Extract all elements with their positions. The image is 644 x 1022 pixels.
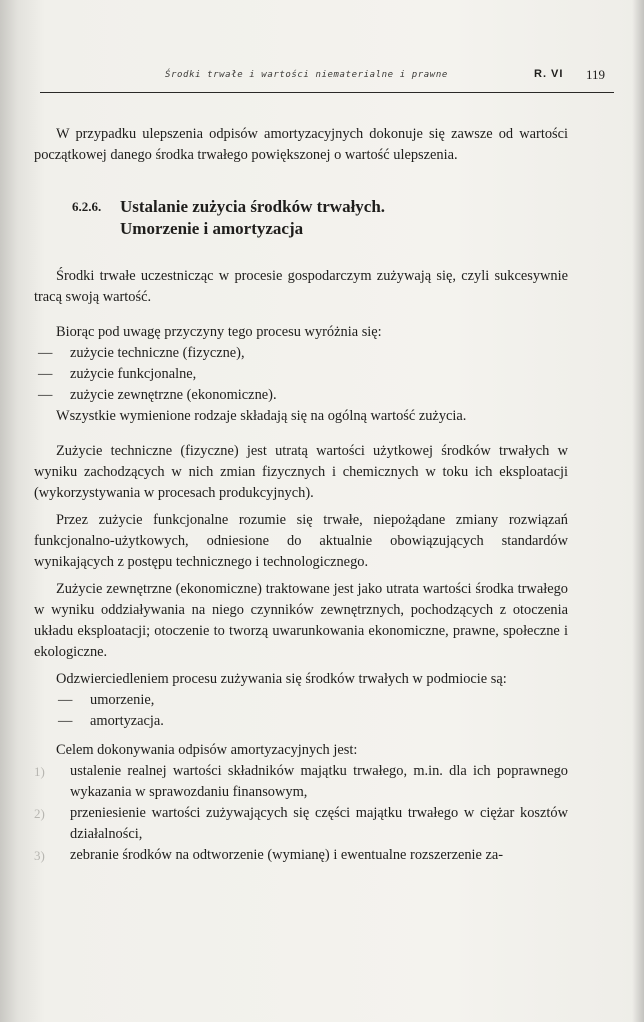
body-text — [34, 124, 568, 866]
page-number: 119 — [586, 67, 606, 82]
chapter-label: R. VI — [534, 68, 564, 80]
goals-list — [34, 761, 568, 866]
running-header — [40, 66, 614, 86]
section-heading — [72, 196, 568, 240]
list-marker: 1) — [34, 764, 45, 779]
paragraph-external-wear: Zużycie zewnętrzne (ekonomiczne) traktowane jest jako utrata wartości środka trwałego w wyniku oddziaływania na niego czynników zewnętrznych, pochodzących z otoczenia układu eksploatacji; otoczenie to tworzą uwarunkowania ekonomiczne, prawne, społeczne i ekologiczne. — [34, 581, 568, 660]
paragraph-depreciation-goals: Celem dokonywania odpisów amortyzacyjnych jest: — [56, 742, 358, 758]
list-item-text: przeniesienie wartości zużywających się części majątku trwałego w ciężar kosztów działalności, — [70, 805, 568, 842]
paragraph-wear-causes: Biorąc pod uwagę przyczyny tego procesu wyróżnia się: — [56, 324, 382, 340]
list-item — [34, 761, 568, 803]
spacer — [34, 314, 568, 322]
paragraph-total-wear: Wszystkie wymienione rodzaje składają się na ogólną wartość zużycia. — [56, 408, 467, 424]
reflections-list — [34, 690, 568, 732]
spacer — [34, 433, 568, 441]
list-item-text: zebranie środków na odtworzenie (wymianę) i ewentualne rozszerzenie za- — [70, 847, 504, 863]
list-item: — zużycie zewnętrzne (ekonomiczne). — [34, 385, 568, 406]
running-title: Środki trwałe i wartości niematerialne i prawne — [165, 70, 448, 80]
list-item: — umorzenie, — [34, 690, 568, 711]
list-item: — amortyzacja. — [34, 711, 568, 732]
paragraph-fixed-assets-wear: Środki trwałe uczestnicząc w procesie gospodarczym zużywają się, czyli sukcesywnie tracą swoją wartość. — [34, 268, 568, 305]
page-edge-shadow — [632, 0, 644, 1022]
section-title-line-2: Umorzenie i amortyzacja — [120, 219, 304, 238]
paragraph-depreciation-improvement: W przypadku ulepszenia odpisów amortyzacyjnych dokonuje się zawsze od wartości początkowej danego środka trwałego powiększonej o wartość ulepszenia. — [34, 126, 568, 163]
list-item — [34, 803, 568, 845]
section-title-line-1: Ustalanie zużycia środków trwałych. — [120, 197, 386, 216]
list-item: — zużycie techniczne (fizyczne), — [34, 343, 568, 364]
list-item — [34, 845, 568, 866]
list-item: — zużycie funkcjonalne, — [34, 364, 568, 385]
spacer — [34, 732, 568, 740]
section-number: 6.2.6. — [72, 199, 102, 214]
paragraph-technical-wear: Zużycie techniczne (fizyczne) jest utratą wartości użytkowej środków trwałych w wyniku zachodzących w nich zmian fizycznych i chemicznych w toku ich eksploatacji (wykorzystywania w procesach produkcyjnych). — [34, 443, 568, 501]
list-marker: 2) — [34, 806, 45, 821]
section-title — [120, 196, 385, 240]
list-item-text: ustalenie realnej wartości składników majątku trwałego, m.in. dla ich poprawnego wykazania w sprawozdaniu finansowym, — [70, 763, 568, 800]
paragraph-wear-reflection: Odzwierciedleniem procesu zużywania się środków trwałych w podmiocie są: — [56, 671, 507, 687]
wear-types-list — [34, 343, 568, 406]
list-marker: 3) — [34, 848, 45, 863]
header-rule — [40, 92, 614, 93]
paragraph-functional-wear: Przez zużycie funkcjonalne rozumie się trwałe, niepożądane zmiany rozwiązań funkcjonalno-użytkowych, odniesione do aktualnie obowiązujących standardów wynikających z postępu technicznego i technologicznego. — [34, 512, 568, 570]
